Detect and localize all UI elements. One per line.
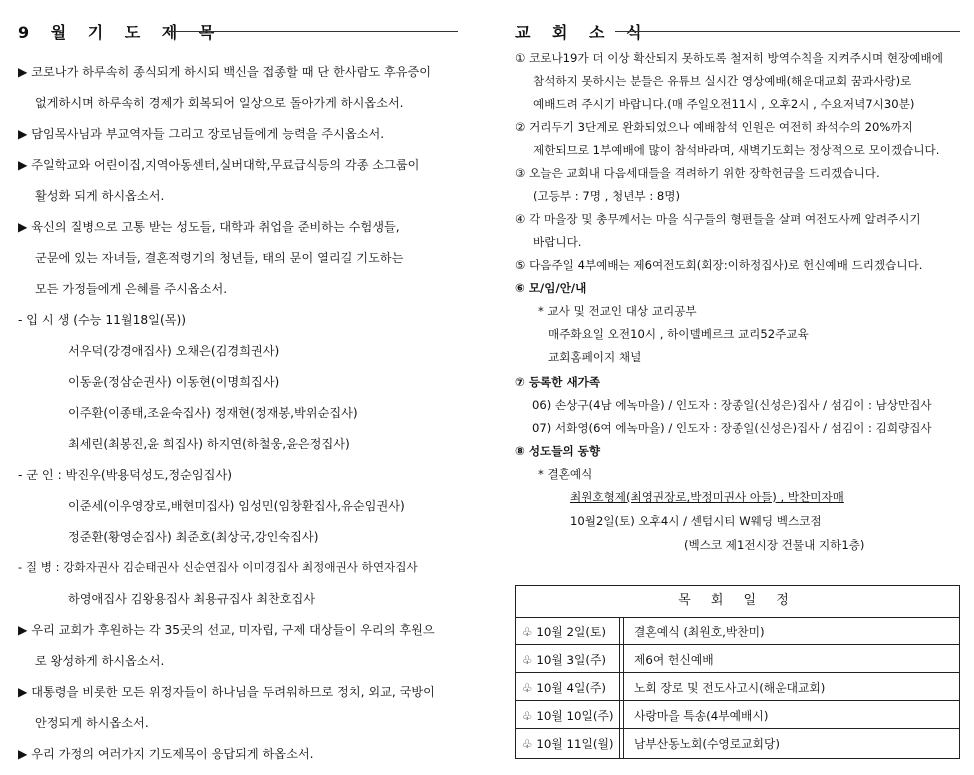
prayer-line: ▶ 대통령을 비롯한 모든 위정자들이 하나님을 두려워하므로 정치, 외교, 국방이	[18, 685, 435, 699]
prayer-line: - 입 시 생 (수능 11월18일(목))	[18, 313, 186, 327]
prayer-line: - 군 인 : 박진우(박용덕성도,정순임집사)	[18, 468, 232, 482]
prayer-line: 이동윤(정삼순권사) 이동현(이명희집사)	[68, 375, 280, 389]
schedule-event: 사랑마을 특송(4부예배시)	[634, 709, 769, 723]
prayer-line: ▶ 우리 교회가 후원하는 각 35곳의 선교, 미자립, 구제 대상들이 우리의 후원으	[18, 623, 435, 637]
schedule-divider	[623, 729, 624, 758]
schedule-divider	[623, 645, 624, 672]
prayer-line: 활성화 되게 하시옵소서.	[35, 189, 165, 203]
news-line: 최원호형제(최영권장로,박정미권사 아들) , 박찬미자매	[570, 490, 844, 504]
schedule-date: ♧ 10월 3일(주)	[522, 653, 606, 667]
prayer-line: ▶ 주일학교와 어린이집,지역아동센터,실버대학,무료급식등의 각종 소그룹이	[18, 158, 420, 172]
schedule-title: 목 회 일 정	[516, 586, 959, 618]
prayer-line: 정준환(황영순집사) 최준호(최상국,강인숙집사)	[68, 530, 319, 544]
schedule-event: 결혼예식 (최원호,박찬미)	[634, 625, 765, 639]
news-line: 제한되므로 1부예배에 많이 참석바라며, 새벽기도회는 정상적으로 모이겠습니다.	[533, 143, 940, 157]
news-heading: ⑧ 성도들의 동향	[515, 444, 601, 458]
prayer-line: ▶ 담임목사님과 부교역자들 그리고 장로님들에게 능력을 주시옵소서.	[18, 127, 385, 141]
news-line: * 결혼예식	[538, 467, 593, 481]
news-line: 참석하지 못하시는 분들은 유튜브 실시간 영상예배(해운대교회 꿈과사랑)로	[533, 74, 912, 88]
news-heading: ⑥ 모/임/안/내	[515, 281, 587, 295]
schedule-divider	[623, 673, 624, 700]
prayer-line: 안정되게 하시옵소서.	[35, 716, 149, 730]
news-line: ③ 오늘은 교회내 다음세대들을 격려하기 위한 장학헌금을 드리겠습니다.	[515, 166, 880, 180]
schedule-date: ♧ 10월 2일(토)	[522, 625, 606, 639]
schedule-row	[516, 645, 959, 673]
news-line: 07) 서화영(6여 에녹마을) / 인도자 : 장종일(신성은)집사 / 섬김이 : 김희량집사	[532, 421, 932, 435]
schedule-divider	[623, 701, 624, 728]
news-line: * 교사 및 전교인 대상 교리공부	[538, 304, 697, 318]
prayer-line: 로 왕성하게 하시옵소서.	[35, 654, 165, 668]
schedule-date: ♧ 10월 10일(주)	[522, 709, 614, 723]
news-line: 예배드려 주시기 바랍니다.(매 주일오전11시 , 오후2시 , 수요저녁7시30분)	[533, 97, 915, 111]
schedule-date: ♧ 10월 11일(월)	[522, 737, 614, 751]
prayer-line: 이준세(이우영장로,배현미집사) 임성민(임창환집사,유순임권사)	[68, 499, 405, 513]
schedule-date: ♧ 10월 4일(주)	[522, 681, 606, 695]
news-heading: ⑦ 등록한 새가족	[515, 375, 601, 389]
news-line: ② 거리두기 3단계로 완화되었으나 예배참석 인원은 여전히 좌석수의 20%까지	[515, 120, 913, 134]
prayer-line: ▶ 우리 가정의 여러가지 기도제목이 응답되게 하옵소서.	[18, 747, 314, 761]
schedule-event: 남부산동노회(수영로교회당)	[634, 737, 780, 751]
news-title: 교 회 소 식	[515, 23, 650, 42]
news-line: (벡스코 제1전시장 건물내 지하1층)	[684, 538, 865, 552]
schedule-event: 노회 장로 및 전도사고시(해운대교회)	[634, 681, 826, 695]
schedule-row	[516, 673, 959, 701]
prayer-line: ▶ 육신의 질병으로 고통 받는 성도들, 대학과 취업을 준비하는 수험생들,	[18, 220, 400, 234]
schedule-divider	[619, 729, 620, 758]
schedule-divider	[623, 617, 624, 644]
news-line: 교회홈페이지 채널	[548, 350, 642, 364]
news-line: 매주화요일 오전10시 , 하이델베르크 교리52주교육	[548, 327, 809, 341]
schedule-row	[516, 729, 959, 758]
schedule-divider	[619, 701, 620, 728]
prayer-line: 군문에 있는 자녀들, 결혼적령기의 청년들, 태의 문이 열리길 기도하는	[35, 251, 404, 265]
prayer-line: 서우덕(강경애집사) 오채은(김경희권사)	[68, 344, 280, 358]
prayer-title: 9 월 기 도 제 목	[18, 23, 223, 42]
news-line: ④ 각 마을장 및 총무께서는 마을 식구들의 형편들을 살펴 여전도사께 알려주시기	[515, 212, 921, 226]
prayer-line: 없게하시며 하루속히 경제가 회복되어 일상으로 돌아가게 하시옵소서.	[35, 96, 404, 110]
prayer-line: ▶ 코로나가 하루속히 종식되게 하시되 백신을 접종할 때 단 한사람도 후유증이	[18, 65, 432, 79]
news-line: 06) 손상구(4남 에녹마을) / 인도자 : 장종일(신성은)집사 / 섬김이 : 남상만집사	[532, 398, 932, 412]
prayer-line: 최세린(최봉진,윤 희집사) 하지연(하철웅,윤은정집사)	[68, 437, 350, 451]
schedule-divider	[619, 673, 620, 700]
prayer-title-rule	[170, 31, 458, 32]
prayer-line: 모든 가정들에게 은혜를 주시옵소서.	[35, 282, 228, 296]
news-line: ⑤ 다음주일 4부예배는 제6여전도회(회장:이하정집사)로 헌신예배 드리겠습니다.	[515, 258, 923, 272]
schedule-divider	[619, 645, 620, 672]
news-line: 바랍니다.	[533, 235, 582, 249]
news-title-rule	[615, 31, 960, 32]
schedule-row	[516, 701, 959, 729]
schedule-table	[515, 585, 960, 759]
prayer-line: - 질 병 : 강화자권사 김순태권사 신순연집사 이미경집사 최정애권사 하연자집사	[18, 560, 418, 574]
prayer-line: 이주환(이종태,조윤숙집사) 정재현(정재봉,박위순집사)	[68, 406, 358, 420]
schedule-divider	[619, 617, 620, 644]
prayer-line: 하영애집사 김왕용집사 최용규집사 최찬호집사	[68, 592, 316, 606]
news-line: 10월2일(토) 오후4시 / 센텀시티 W웨딩 벡스코점	[570, 514, 822, 528]
schedule-event: 제6여 헌신예배	[634, 653, 714, 667]
schedule-row	[516, 617, 959, 645]
news-line: (고등부 : 7명 , 청년부 : 8명)	[533, 189, 681, 203]
news-line: ① 코로나19가 더 이상 확산되지 못하도록 철저히 방역수칙을 지켜주시며 현장예배에	[515, 51, 943, 65]
